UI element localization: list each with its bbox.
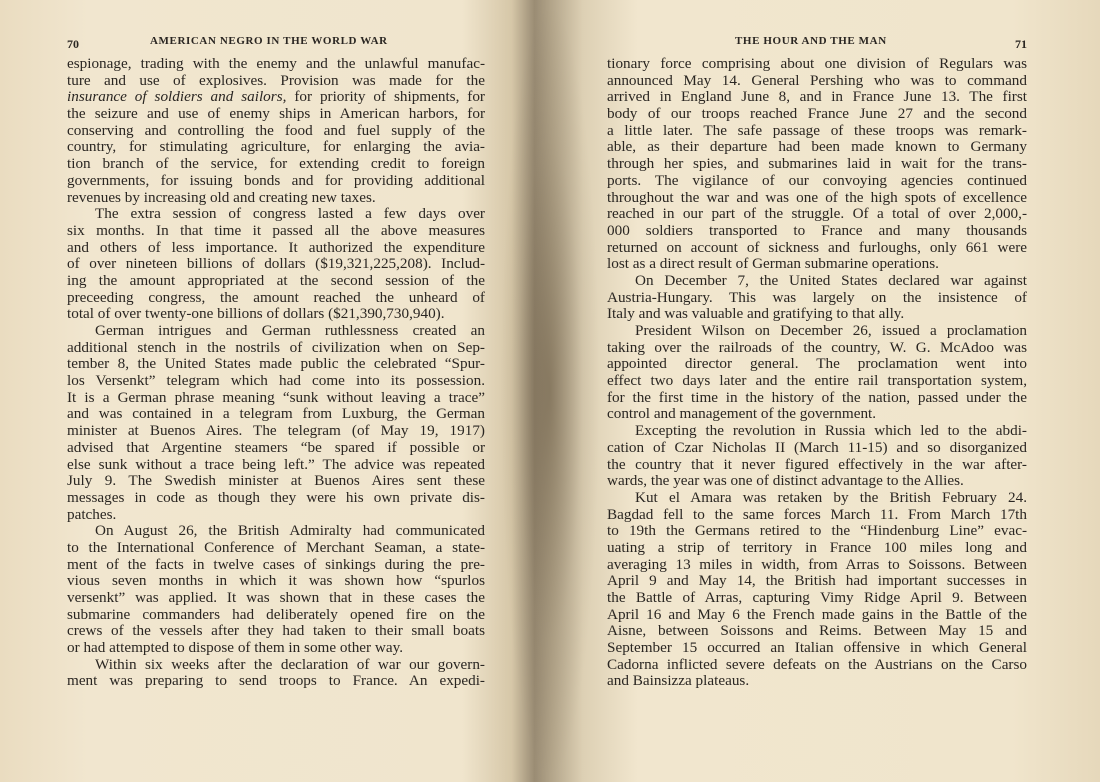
- text-line: governments, for issuing bonds and for providing additional: [67, 171, 485, 189]
- body-text: [607, 56, 1027, 690]
- text-line: for the first time in the history of the nation, passed under the: [607, 388, 1027, 406]
- text-line: wards, the year was one of distinct advantage to the Allies.: [607, 472, 964, 490]
- text-line: minister at Buenos Aires. The telegram (of May 19, 1917): [67, 422, 485, 440]
- text-line: messages in code as though they were his own private dis-: [67, 488, 485, 506]
- text-line: revenues by increasing old and creating new taxes.: [67, 188, 376, 206]
- text-line: September 15 occurred an Italian offensive in which General: [607, 639, 1027, 657]
- text-line: through her spies, and submarines laid in wait for the trans-: [607, 155, 1027, 173]
- text-line: and was contained in a telegram from Luxburg, the German: [67, 405, 485, 423]
- text-line: total of over twenty-one billions of dollars ($21,390,730,940).: [67, 305, 445, 323]
- text-line: cation of Czar Nicholas II (March 11-15) and so disorganized: [607, 438, 1027, 456]
- text-line: a little later. The safe passage of these troops was remark-: [607, 121, 1027, 139]
- text-line: On December 7, the United States declared war against: [635, 271, 1027, 289]
- text-line: preceeding congress, the amount reached the unheard of: [67, 288, 485, 306]
- text-line: ture and use of explosives. Provision was made for the: [67, 71, 485, 89]
- text-line: The extra session of congress lasted a few days over: [95, 205, 485, 223]
- text-line: President Wilson on December 26, issued a proclamation: [635, 322, 1027, 339]
- text-line: submarine commanders had deliberately opened fire on the: [67, 605, 485, 623]
- text-line: Cadorna inflicted severe defeats on the Austrians on the Carso: [607, 655, 1027, 673]
- text-line: advised that Argentine steamers “be spared if possible or: [67, 438, 485, 456]
- text-line: or had attempted to dispose of them in some other way.: [67, 639, 404, 657]
- text-line: crews of the vessels after they had taken to their small boats: [67, 622, 485, 640]
- text-line: conserving and controlling the food and fuel supply of the: [67, 121, 485, 139]
- text-line: appointed director general. The proclamation went into: [607, 355, 1027, 373]
- text-line: announced May 14. General Pershing who was to command: [607, 71, 1027, 89]
- text-line: insurance of soldiers and sailors, for priority of shipments, for: [67, 88, 485, 106]
- text-line: 000 soldiers transported to France and many thousands: [607, 221, 1027, 239]
- text-line: ment was preparing to send troops to France. An expedi-: [67, 672, 485, 690]
- text-line: ment of the facts in twelve cases of sinkings during the pre-: [67, 555, 485, 573]
- text-line: able, as their departure had been made known to Germany: [607, 138, 1027, 156]
- text-line: It is a German phrase meaning “sunk without leaving a trace”: [67, 388, 485, 406]
- text-line: patches.: [67, 505, 117, 523]
- text-line: body of our troops reached France June 27 and the second: [607, 105, 1027, 123]
- text-line: Kut el Amara was retaken by the British February 24.: [635, 488, 1027, 506]
- running-head: THE HOUR AND THE MAN: [735, 35, 887, 47]
- text-line: the seizure and use of enemy ships in American harbors, for: [67, 105, 485, 123]
- text-line: April 16 and May 6 the French made gains in the Battle of the: [607, 605, 1027, 623]
- text-line: six months. In that time it passed all the above measures: [67, 221, 485, 239]
- text-line: else sunk without a trace being left.” The advice was repeated: [67, 455, 485, 473]
- text-line: arrived in England June 8, and in France June 13. The first: [607, 88, 1027, 106]
- text-line: reached in our part of the struggle. Of a total of over 2,000,-: [607, 205, 1027, 223]
- text-line: versenkt” was applied. It was shown that in these cases the: [67, 589, 485, 606]
- text-line: uating a strip of territory in France 100 miles long and: [607, 538, 1027, 556]
- text-line: Bagdad fell to the same forces March 11. From March 17th: [607, 505, 1027, 523]
- text-line: Austria-Hungary. This was largely on the insistence of: [607, 288, 1027, 306]
- text-line: and others of less importance. It authorized the expenditure: [67, 238, 485, 256]
- text-line: los Versenkt” telegram which had come into its possession.: [67, 372, 485, 390]
- text-line: throughout the war and was one of the high spots of excellence: [607, 188, 1027, 206]
- text-line: returned on account of sickness and furloughs, only 661 were: [607, 238, 1027, 256]
- text-line: tember 8, the United States made public the celebrated “Spur-: [67, 355, 485, 373]
- text-line: April 9 and May 14, the British had important successes in: [607, 572, 1027, 590]
- text-line: Aisne, between Soissons and Reims. Between May 15 and: [607, 622, 1027, 640]
- text-line: averaging 13 miles in width, from Arras to Soissons. Between: [607, 555, 1027, 573]
- text-line: and Bainsizza plateaus.: [607, 672, 750, 690]
- text-line: German intrigues and German ruthlessness created an: [95, 322, 485, 339]
- text-line: tion branch of the service, for extending credit to foreign: [67, 155, 485, 173]
- page-number: 70: [67, 37, 79, 51]
- text-line: July 9. The Swedish minister at Buenos Aires sent these: [67, 472, 485, 490]
- text-line: taking over the railroads of the country, W. G. McAdoo was: [607, 338, 1027, 356]
- text-line: the Battle of Arras, capturing Vimy Ridge April 9. Between: [607, 589, 1027, 606]
- text-line: additional stench in the nostrils of civilization when on Sep-: [67, 338, 485, 356]
- text-line: to 19th the Germans retired to the “Hindenburg Line” evac-: [607, 522, 1027, 540]
- text-line: tionary force comprising about one division of Regulars was: [607, 55, 1027, 72]
- body-text: [67, 56, 485, 690]
- text-line: ports. The vigilance of our convoying agencies continued: [607, 171, 1027, 189]
- text-line: Italy and was valuable and gratifying to that ally.: [607, 305, 905, 323]
- text-line: of over nineteen billions of dollars ($19,321,225,208). Includ-: [67, 255, 485, 273]
- text-line: Excepting the revolution in Russia which led to the abdi-: [635, 422, 1027, 440]
- left-page: [0, 0, 540, 782]
- text-line: control and management of the government.: [607, 405, 877, 423]
- text-line: Within six weeks after the declaration of war our govern-: [95, 655, 485, 673]
- text-line: the country that it never figured effectively in the war after-: [607, 455, 1027, 473]
- right-page: [560, 0, 1100, 782]
- text-line: effect two days later and the entire rail transportation system,: [607, 372, 1027, 390]
- text-line: to the International Conference of Merchant Seaman, a state-: [67, 538, 485, 556]
- text-line: vious seven months in which it was shown how “spurlos: [67, 572, 485, 590]
- page-number: 71: [1015, 37, 1027, 51]
- text-line: On August 26, the British Admiralty had communicated: [95, 522, 485, 540]
- text-line: country, for stimulating agriculture, for enlarging the avia-: [67, 138, 485, 156]
- text-line: lost as a direct result of German submarine operations.: [607, 255, 939, 273]
- text-line: espionage, trading with the enemy and the unlawful manufac-: [67, 55, 485, 72]
- text-line: ing the amount appropriated at the second session of the: [67, 271, 485, 289]
- running-head: AMERICAN NEGRO IN THE WORLD WAR: [150, 35, 388, 47]
